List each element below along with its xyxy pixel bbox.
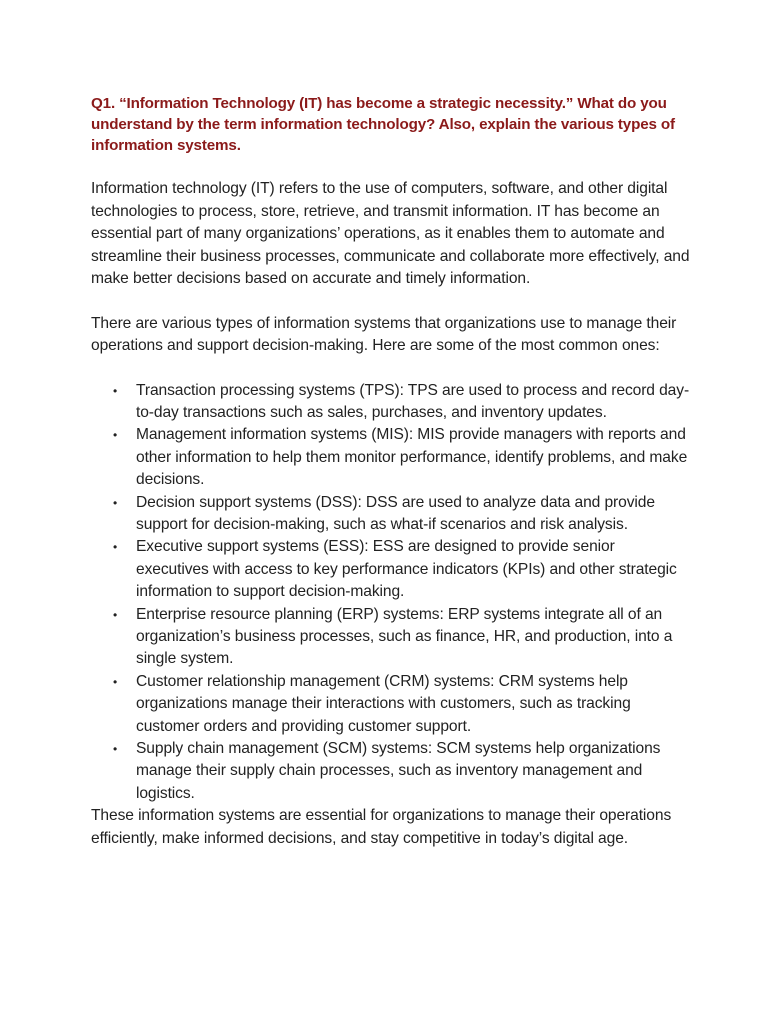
document-page xyxy=(91,93,691,850)
types-intro-paragraph: There are various types of information systems that organizations use to manage their operations and support decision-making. Here are some of the most common ones: xyxy=(91,314,677,354)
information-systems-list xyxy=(91,380,691,806)
list-item-text: Customer relationship management (CRM) systems: CRM systems help organizations manage their interactions with customers, such as tracking customer orders and providing customer support. xyxy=(136,672,631,735)
list-item-mis xyxy=(91,424,691,491)
list-item-text: Enterprise resource planning (ERP) systems: ERP systems integrate all of an organization’s business processes, such as finance, HR, and production, into a single system. xyxy=(136,605,673,668)
closing-paragraph: These information systems are essential for organizations to manage their operations efficiently, make informed decisions, and stay competitive in today’s digital age. xyxy=(91,807,672,847)
list-item-text: Supply chain management (SCM) systems: SCM systems help organizations manage their supply chain processes, such as inventory management and logistics. xyxy=(136,740,661,802)
question-heading: Q1. “Information Technology (IT) has become a strategic necessity.” What do you understand by the term information technology? Also, explain the various types of information systems. xyxy=(91,95,675,154)
intro-paragraph: Information technology (IT) refers to the use of computers, software, and other digital technologies to process, store, retrieve, and transmit information. IT has become an essential part of many organizations’ operations, as it enables them to automate and streamline their business processes, communicate and collaborate more effectively, and make better decisions based on accurate and timely information. xyxy=(91,180,690,287)
list-item-text: Management information systems (MIS): MIS provide managers with reports and other information to help them monitor performance, identify problems, and make decisions. xyxy=(136,426,688,489)
list-item-tps xyxy=(91,380,691,425)
bullet-icon: • xyxy=(113,495,118,510)
bullet-icon: • xyxy=(113,674,118,689)
list-item-ess xyxy=(91,536,691,603)
bullet-icon: • xyxy=(113,383,118,398)
list-item-text: Transaction processing systems (TPS): TPS are used to process and record day-to-day transactions such as sales, purchases, and inventory updates. xyxy=(136,381,690,421)
list-item-text: Executive support systems (ESS): ESS are designed to provide senior executives with access to key performance indicators (KPIs) and other strategic information to support decision-making. xyxy=(136,538,677,601)
bullet-icon: • xyxy=(113,428,118,443)
list-item-scm xyxy=(91,738,691,805)
list-item-erp xyxy=(91,604,691,671)
bullet-icon: • xyxy=(113,742,118,756)
list-item-crm xyxy=(91,671,691,738)
bullet-icon: • xyxy=(113,607,118,622)
bullet-icon: • xyxy=(113,540,118,555)
list-item-text: Decision support systems (DSS): DSS are used to analyze data and provide support for decision-making, such as what-if scenarios and risk analysis. xyxy=(136,493,655,533)
list-item-dss xyxy=(91,492,691,537)
